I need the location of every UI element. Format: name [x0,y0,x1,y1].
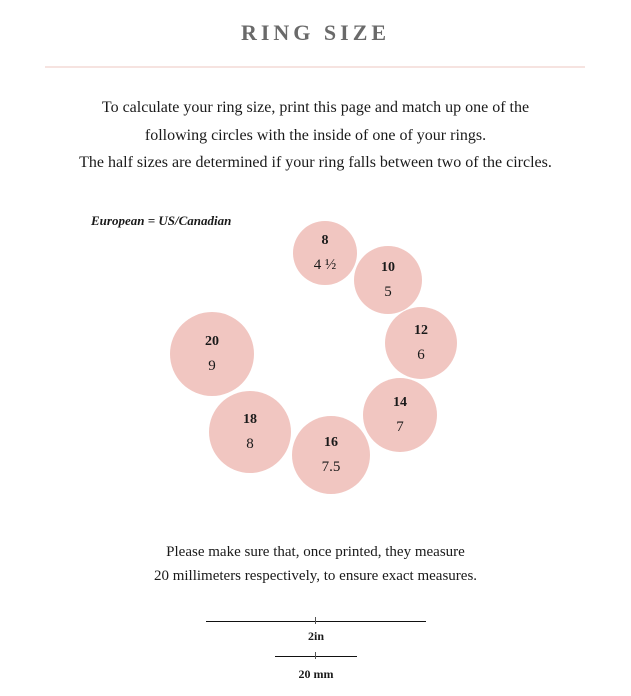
ring-circle-16 [292,416,370,494]
print-note [0,540,631,588]
european-size: 18 [243,412,257,427]
us-size: 7 [396,419,404,435]
ring-circle-10 [354,246,422,314]
mm-ruler-tick [315,652,316,659]
mm-ruler [275,656,357,657]
intro-line: The half sizes are determined if your ring falls between two of the circles. [79,154,552,171]
us-size: 8 [246,436,254,452]
us-size: 7.5 [321,459,341,475]
inch-ruler-label: 2in [307,629,324,643]
size-legend: European = US/Canadian [91,213,232,228]
inch-ruler [206,621,426,622]
inch-ruler-tick [315,617,316,624]
intro-text [0,94,631,177]
us-size: 6 [417,347,425,363]
note-line: Please make sure that, once printed, they measure [166,544,465,560]
ring-circle-12 [385,307,457,379]
european-size: 20 [205,334,219,349]
ring-circle-8 [293,221,357,285]
european-size: 12 [414,323,428,338]
european-size: 10 [381,260,395,275]
ring-circle-14 [363,378,437,452]
us-size: 9 [208,358,216,374]
page-title: RING SIZE [240,20,391,45]
ring-circle-20 [170,312,254,396]
title-divider [45,66,585,68]
european-size: 14 [393,395,407,410]
european-size: 8 [321,233,329,248]
european-size: 16 [324,435,338,450]
mm-ruler-label: 20 mm [298,667,334,681]
us-size: 4 ½ [313,257,337,273]
ring-circle-18 [209,391,291,473]
intro-line: following circles with the inside of one of your rings. [144,126,487,144]
note-line: 20 millimeters respectively, to ensure exact measures. [153,568,478,584]
us-size: 5 [384,284,392,300]
intro-line: To calculate your ring size, print this page and match up one of the [101,99,530,116]
